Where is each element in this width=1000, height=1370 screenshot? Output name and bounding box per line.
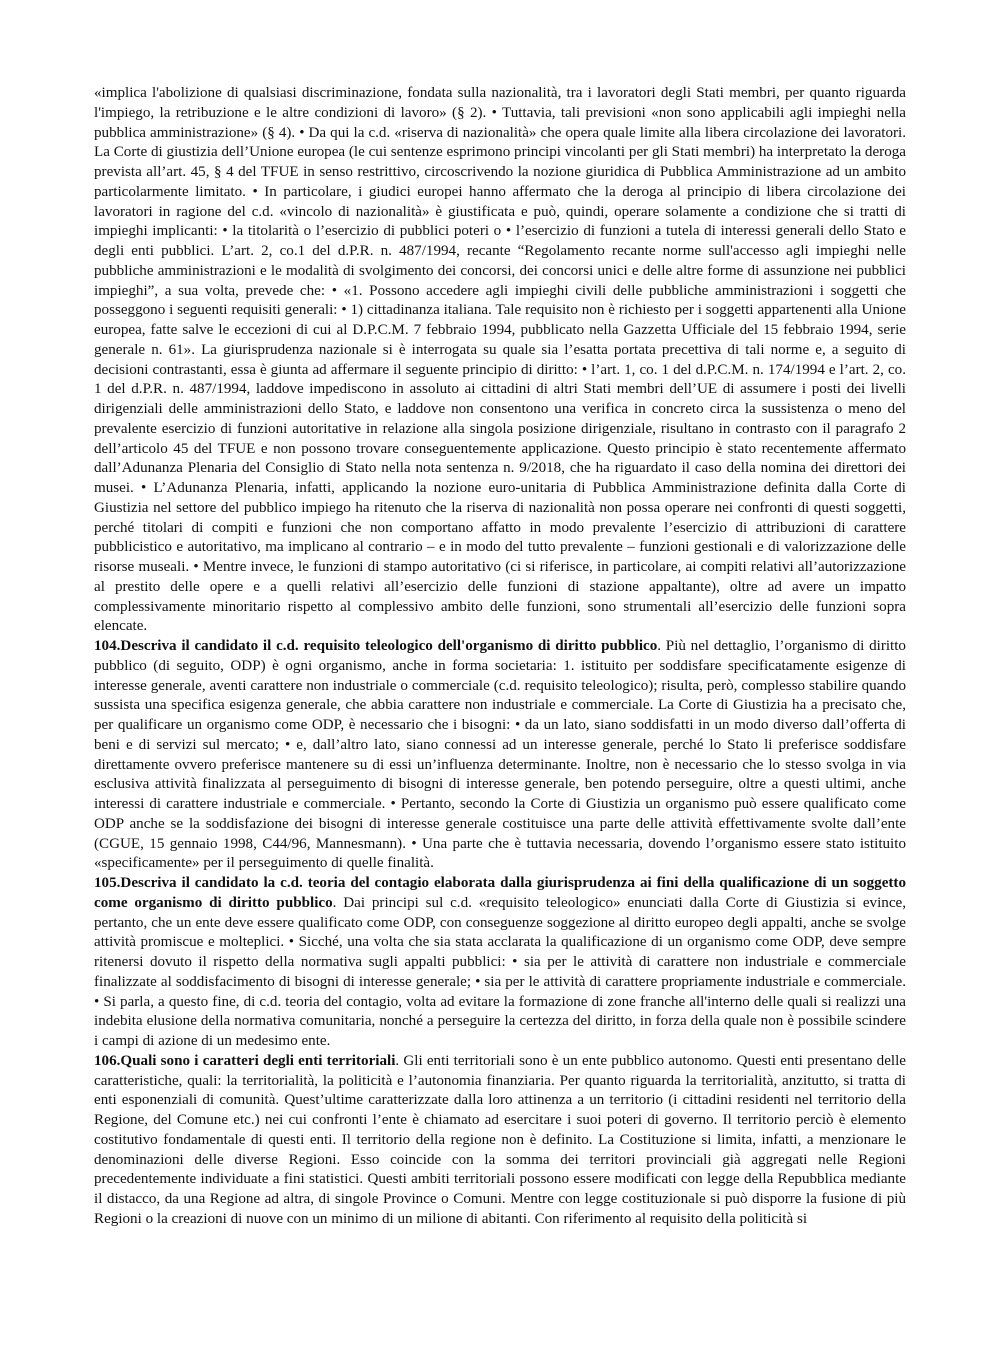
paragraph-question-104 xyxy=(94,637,906,874)
paragraph-text: . Dai principi sul c.d. «requisito teleologico» enunciati dalla Corte di Giustizia si evince, pertanto, che un ente deve essere qualificato come ODP, con conseguenze soggezione al diritto europeo degli appalti, anche se svolge attività promiscue e molteplici. • Sicché, una volta che sia stata acclarata la qualificazione di un organismo come ODP, deve sempre ritenersi dovuto il rispetto della normativa sugli appalti pubblici: • sia per le attività di carattere non industriale e commerciale finalizzate al soddisfacimento di bisogni di interesse generale; • sia per le attività di carattere propriamente industriale e commerciale. • Si parla, a questo fine, di c.d. teoria del contagio, volta ad evitare la formazione di zone franche all'interno delle quali si realizzi una indebita elusione della normativa comunitaria, nonché a perseguire la certezza del diritto, in forza della quale non è possibile scindere i campi di azione di un medesimo ente. xyxy=(94,894,906,1049)
paragraph-text: «implica l'abolizione di qualsiasi discriminazione, fondata sulla nazionalità, tra i lavoratori degli Stati membri, per quanto riguarda l'impiego, la retribuzione e le altre condizioni di lavoro» (§ 2). • Tuttavia, tali previsioni «non sono applicabili agli impieghi nella pubblica amministrazione» (§ 4). • Da qui la c.d. «riserva di nazionalità» che opera quale limite alla libera circolazione dei lavoratori. La Corte di giustizia dell’Unione europea (le cui sentenze esprimono principi vincolanti per gli Stati membri) ha interpretato la deroga prevista all’art. 45, § 4 del TFUE in senso restrittivo, circoscrivendo la nozione giuridica di Pubblica Amministrazione ad un ambito particolarmente limitato. • In particolare, i giudici europei hanno affermato che la deroga al principio di libera circolazione dei lavoratori in ragione del c.d. «vincolo di nazionalità» è giustificata e può, quindi, operare solamente a condizione che si tratti di impieghi implicanti: • la titolarità o l’esercizio di pubblici poteri o • l’esercizio di funzioni a tutela di interessi generali dello Stato e degli enti pubblici. L’art. 2, co.1 del d.P.R. n. 487/1994, recante “Regolamento recante norme sull'accesso agli impieghi nelle pubbliche amministrazioni e le modalità di svolgimento dei concorsi, dei concorsi unici e delle altre forme di assunzione nei pubblici impieghi”, a sua volta, prevede che: • «1. Possono accedere agli impieghi civili delle pubbliche amministrazioni i soggetti che posseggono i seguenti requisiti generali: • 1) cittadinanza italiana. Tale requisito non è richiesto per i soggetti appartenenti alla Unione europea, fatte salve le eccezioni di cui al D.P.C.M. 7 febbraio 1994, pubblicato nella Gazzetta Ufficiale del 15 febbraio 1994, serie generale n. 61». La giurisprudenza nazionale si è interrogata su quale sia l’esatta portata precettiva di tali norme e, a seguito di decisioni contrastanti, essa è giunta ad affermare il seguente principio di diritto: • l’art. 1, co. 1 del d.P.C.M. n. 174/1994 e l’art. 2, co. 1 del d.P.R. n. 487/1994, laddove impediscono in assoluto ai cittadini di altri Stati membri dell’UE di assumere i posti dei livelli dirigenziali delle amministrazioni dello Stato, e laddove non consentono una verifica in concreto circa la sussistenza o meno del prevalente esercizio di funzioni autoritative in relazione alla singola posizione dirigenziale, risultano in contrasto con il paragrafo 2 dell’articolo 45 del TFUE e non possono trovare conseguentemente applicazione. Questo principio è stato recentemente affermato dall’Adunanza Plenaria del Consiglio di Stato nella nota sentenza n. 9/2018, che ha riguardato il caso della nomina dei direttori dei musei. • L’Adunanza Plenaria, infatti, applicando la nozione euro-unitaria di Pubblica Amministrazione definita dalla Corte di Giustizia nel settore del pubblico impiego ha ritenuto che la riserva di nazionalità non possa operare nei confronti di questi soggetti, perché titolari di compiti e funzioni che non comportano affatto in modo prevalente l’esercizio di attribuzioni di carattere pubblicistico e autoritativo, ma implicano al contrario – e in modo del tutto prevalente – funzioni gestionali e di valorizzazione delle risorse museali. • Mentre invece, le funzioni di stampo autoritativo (ci si riferisce, in particolare, ai compiti relativi all’autorizzazione al prestito delle opere e a quelli relativi all’esercizio delle funzioni di stazione appaltante), oltre ad avere un impatto complessivamente minoritario rispetto al complessivo ambito delle funzioni, sono strumentali all’esercizio delle funzioni sopra elencate. xyxy=(94,85,906,635)
paragraph-text: . Gli enti territoriali sono è un ente pubblico autonomo. Questi enti presentano delle caratteristiche, quali: la territorialità, la politicità e l’autonomia finanziaria. Per quanto riguarda la territorialità, anzitutto, si tratta di enti esponenziali di comunità. Quest’ultime caratterizzate dalla loro attinenza a un territorio (i cittadini residenti nel territorio della Regione, del Comune etc.) nei cui confronti l’ente è chiamato ad esercitare i suoi poteri di governo. Il territorio perciò è elemento costitutivo fondamentale di questi enti. Il territorio della regione non è definito. La Costituzione si limita, infatti, a menzionare le denominazioni delle diverse Regioni. Esso coincide con la somma dei territori provinciali già aggregati nelle Regioni precedentemente individuate a fini statistici. Questi ambiti territoriali possono essere modificati con legge della Repubblica mediante il distacco, da una Regione ad altra, di singole Province o Comuni. Mentre con legge costituzionale si può disporre la fusione di più Regioni o la creazioni di nuove con un minimo di un milione di abitanti. Con riferimento al requisito della politicità si xyxy=(94,1052,906,1227)
paragraph-question-106 xyxy=(94,1052,906,1230)
paragraph-continuation xyxy=(94,84,906,637)
question-heading: 104.Descriva il candidato il c.d. requisito teleologico dell'organismo di diritto pubblico xyxy=(94,638,658,654)
paragraph-text: . Più nel dettaglio, l’organismo di diritto pubblico (di seguito, ODP) è ogni organismo, anche in forma societaria: 1. istituito per soddisfare specificatamente esigenze di interesse generale, aventi carattere non industriale o commerciale (c.d. requisito teleologico); risulta, però, complesso stabilire quando sussista una specifica esigenza generale, che abbia carattere non industriale e commerciale. La Corte di Giustizia ha a precisato che, per qualificare un organismo come ODP, è necessario che i bisogni: • da un lato, siano soddisfatti in un modo diverso dall’offerta di beni e di servizi sul mercato; • e, dall’altro lato, siano connessi ad un interesse generale, perché lo Stato li preferisce soddisfare direttamente ovvero preferisce mantenere su di essi un’influenza determinante. Inoltre, non è necessario che lo stesso svolga in via esclusiva attività finalizzata al perseguimento di bisogni di interesse generale, ben potendo perseguire, oltre a questi ultimi, anche interessi di carattere industriale e commerciale. • Pertanto, secondo la Corte di Giustizia un organismo può essere qualificato come ODP anche se la soddisfazione dei bisogni di interesse generale costituisce una parte delle attività effettivamente svolte dall’ente (CGUE, 15 gennaio 1998, C44/96, Mannesmann). • Una parte che è tuttavia necessaria, dovendo l’organismo essere stato istituito «specificamente» per il perseguimento di quelle finalità. xyxy=(94,638,906,872)
question-heading: 105.Descriva il candidato la c.d. teoria del contagio elaborata dalla giurisprudenza ai fini della qualificazione di un soggetto come organismo di diritto pubblico xyxy=(94,875,906,911)
paragraph-question-105 xyxy=(94,874,906,1052)
question-heading: 106.Quali sono i caratteri degli enti territoriali xyxy=(94,1052,396,1069)
